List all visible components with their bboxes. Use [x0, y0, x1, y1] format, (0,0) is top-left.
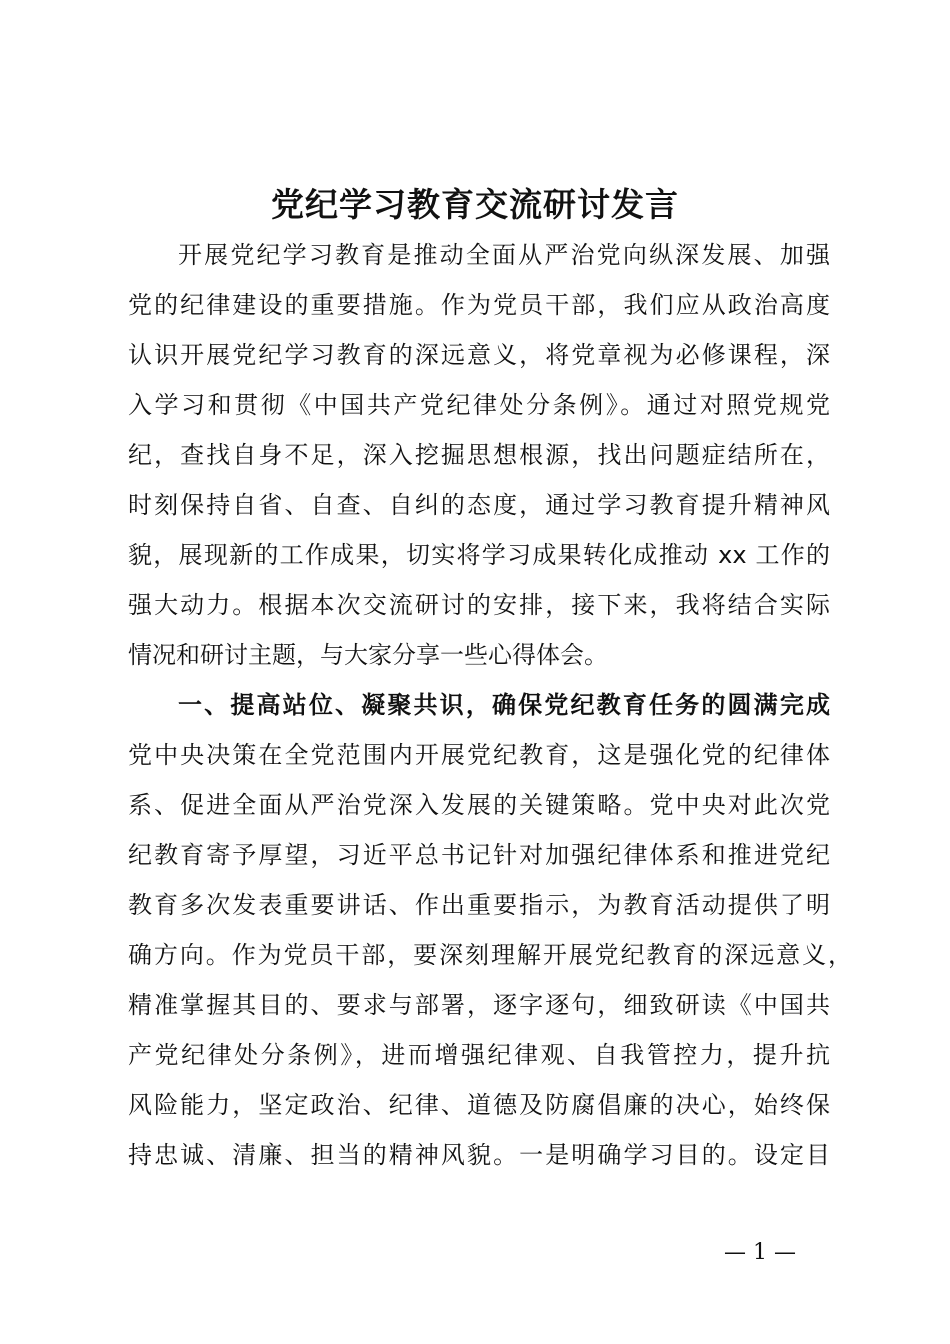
- paragraph-line: 系、促进全面从严治党深入发展的关键策略。党中央对此次党: [128, 791, 830, 819]
- paragraph-line: 教育多次发表重要讲话、作出重要指示，为教育活动提供了明: [128, 891, 830, 919]
- paragraph-line: 开展党纪学习教育是推动全面从严治党向纵深发展、加强: [178, 241, 830, 269]
- paragraph-line: 纪，查找自身不足，深入挖掘思想根源，找出问题症结所在，: [128, 441, 830, 469]
- paragraph-line: 纪教育寄予厚望，习近平总书记针对加强纪律体系和推进党纪: [128, 841, 830, 869]
- paragraph-line: 确方向。作为党员干部，要深刻理解开展党纪教育的深远意义，: [128, 941, 852, 969]
- paragraph-line: 风险能力，坚定政治、纪律、道德及防腐倡廉的决心，始终保: [128, 1091, 830, 1119]
- document-title: 党纪学习教育交流研讨发言: [271, 185, 679, 224]
- paragraph-line: 时刻保持自省、自查、自纠的态度，通过学习教育提升精神风: [128, 491, 830, 519]
- paragraph-line: 精准掌握其目的、要求与部署，逐字逐句，细致研读《中国共: [128, 991, 830, 1019]
- section-heading: 一、提高站位、凝聚共识，确保党纪教育任务的圆满完成: [178, 691, 830, 719]
- paragraph-line: 产党纪律处分条例》，进而增强纪律观、自我管控力，提升抗: [128, 1041, 830, 1069]
- paragraph-line: 貌，展现新的工作成果，切实将学习成果转化成推动 xx 工作的: [128, 541, 830, 569]
- paragraph-line: 认识开展党纪学习教育的深远意义，将党章视为必修课程，深: [128, 341, 830, 369]
- paragraph-line: 党中央决策在全党范围内开展党纪教育，这是强化党的纪律体: [128, 741, 830, 769]
- paragraph-line: 入学习和贯彻《中国共产党纪律处分条例》。通过对照党规党: [128, 391, 830, 419]
- page-number: — 1 —: [724, 1240, 796, 1265]
- paragraph-line: 强大动力。根据本次交流研讨的安排，接下来，我将结合实际: [128, 591, 830, 619]
- paragraph-line: 党的纪律建设的重要措施。作为党员干部，我们应从政治高度: [128, 291, 830, 319]
- paragraph-line: 情况和研讨主题，与大家分享一些心得体会。: [128, 641, 608, 669]
- paragraph-line: 持忠诚、清廉、担当的精神风貌。一是明确学习目的。设定目: [128, 1141, 830, 1169]
